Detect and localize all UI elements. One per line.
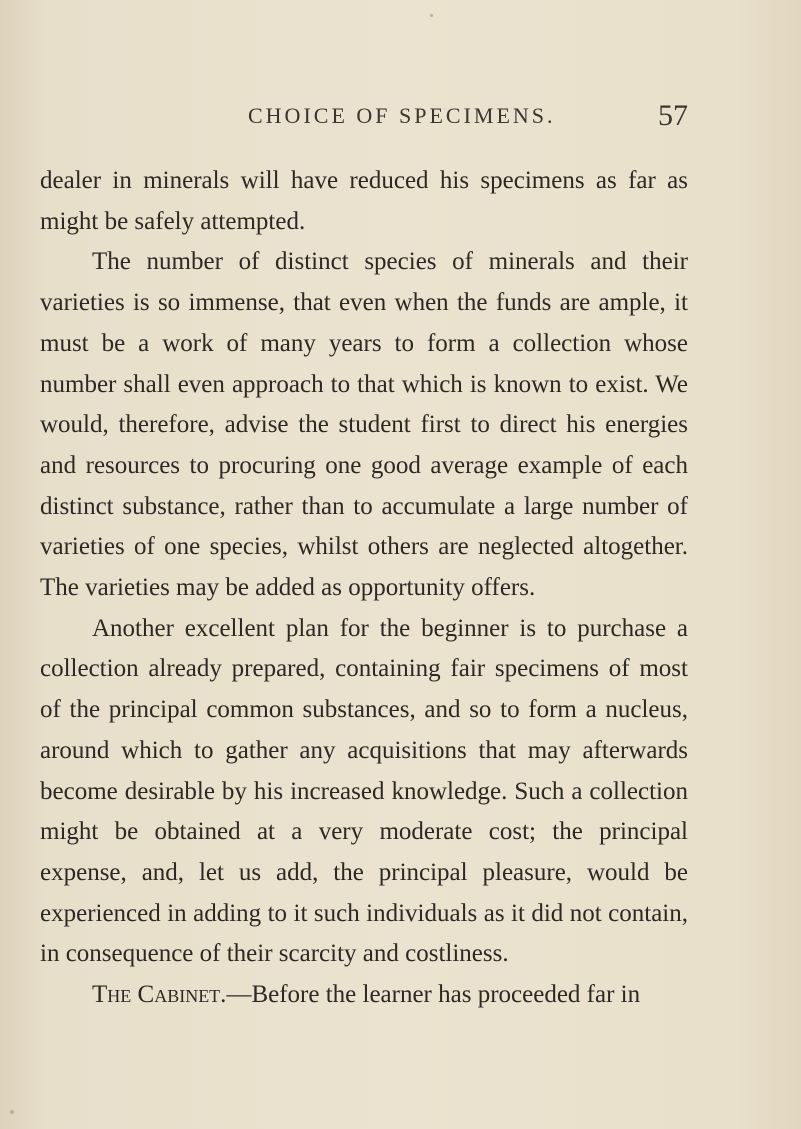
running-head: CHOICE OF SPECIMENS. xyxy=(248,103,556,128)
section-lead: The Cabinet. xyxy=(92,981,227,1009)
paragraph: Another excellent plan for the beginner is to purchase a collection already prepared, containing fair specimens of most of the principal common substances, and so to form a nucleus, around which to gather any acquisitions that may afterwards become desirable by his increased knowledge. Such a collection might be obtained at a very moderate cost; the principal expense, and, let us add, the principal pleasure, would be experienced in adding to it such individuals as it did not contain, in consequence of their scarcity and costliness. xyxy=(40,614,688,968)
paragraph: The number of distinct species of minerals and their varieties is so immense, that even when the funds are ample, it must be a work of many years to form a collection whose number shall even approach to that which is known to exist. We would, therefore, advise the student first to direct his energies and resources to procuring one good average example of each distinct substance, rather than to accumulate a large number of varieties of one species, whilst others are neglected altogether. The varieties may be added as opportunity offers. xyxy=(40,248,688,602)
page-number: 57 xyxy=(658,99,688,132)
paper-speck xyxy=(10,1110,14,1114)
section-text: —Before the learner has proceeded far in xyxy=(226,981,641,1009)
paragraph: dealer in minerals will have reduced his specimens as far as might be safely attempted. xyxy=(40,167,688,235)
paper-speck xyxy=(430,14,433,17)
paragraph xyxy=(40,975,688,1016)
body-text xyxy=(40,161,688,1016)
page-header xyxy=(248,99,688,137)
